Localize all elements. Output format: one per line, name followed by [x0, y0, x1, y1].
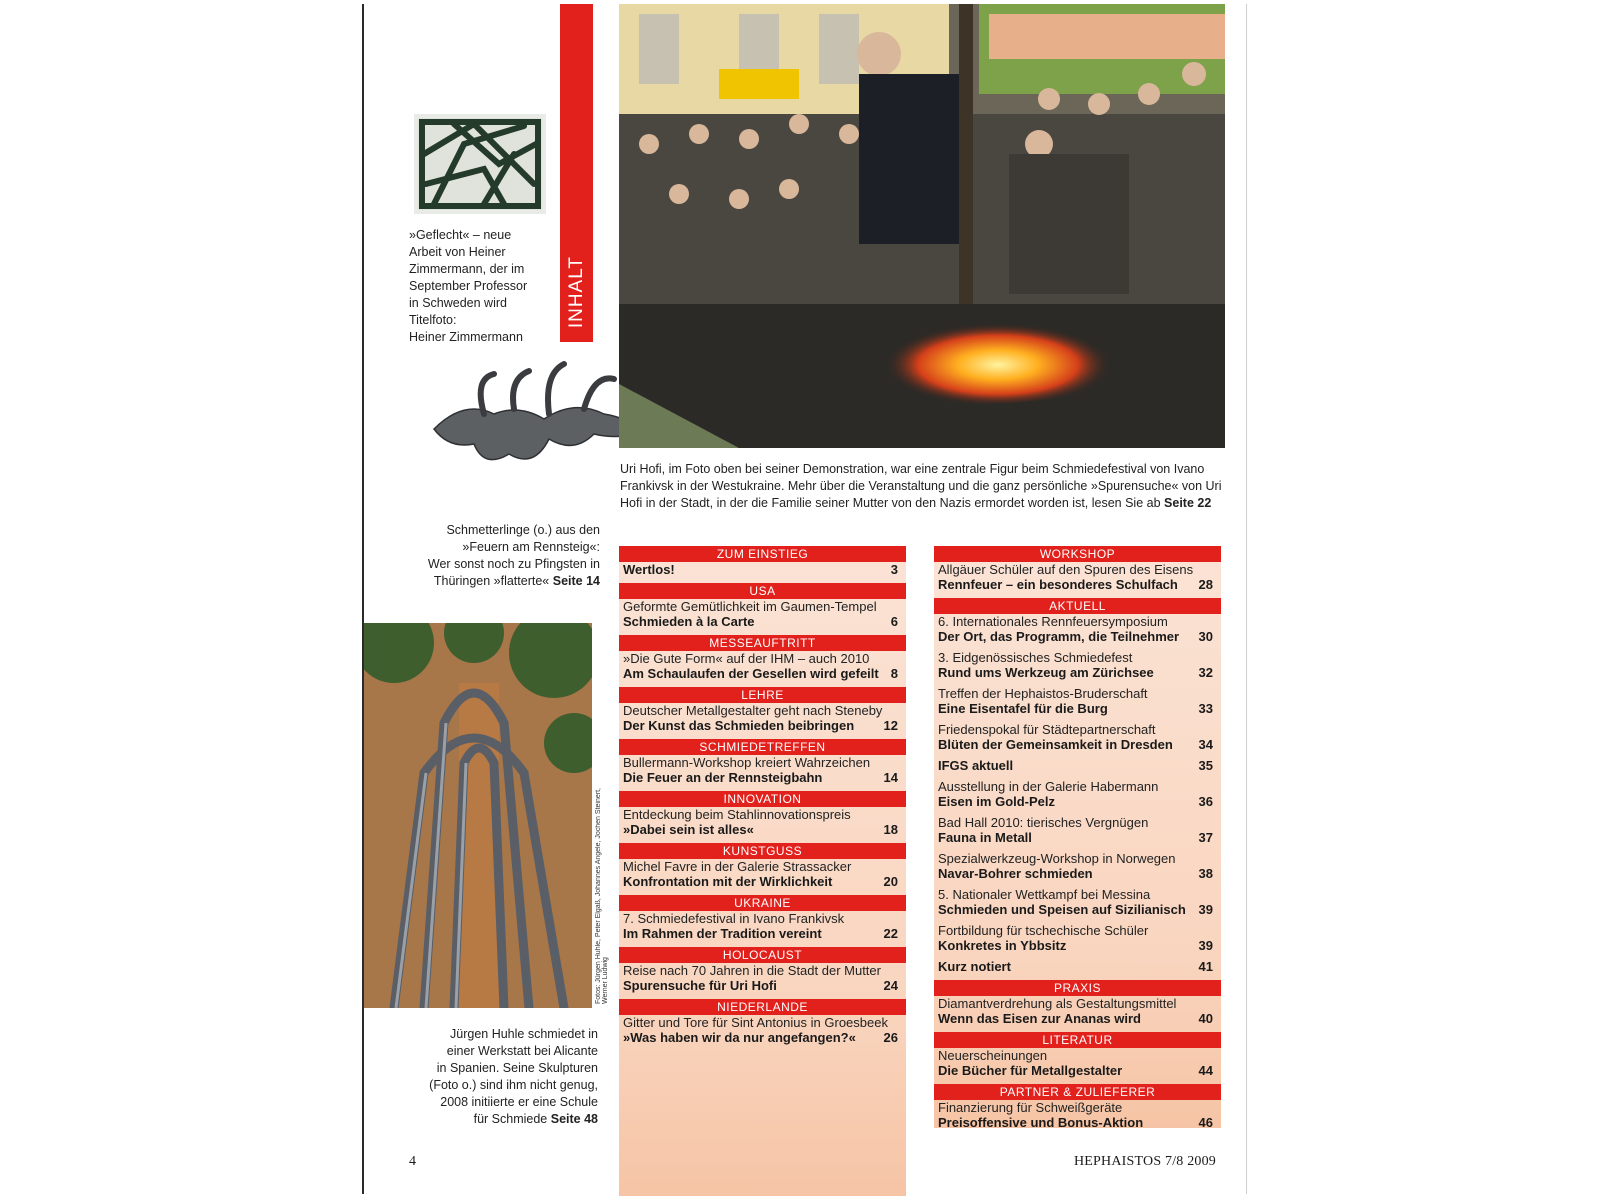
toc-section-heading: USA: [619, 583, 906, 599]
toc-entry-row: [938, 938, 1213, 953]
toc-section-heading: PARTNER & ZULIEFERER: [934, 1084, 1221, 1100]
toc-entry[interactable]: [934, 959, 1221, 974]
caption-line: »Feuern am Rennsteig«:: [462, 540, 600, 554]
toc-section-heading: UKRAINE: [619, 895, 906, 911]
caption-text: Uri Hofi, im Foto oben bei seiner Demonstration, war eine zentrale Figur beim Schmiedefestival von Ivano Frankivsk in der Westukraine. Mehr über die Veranstaltung und die ganz persönliche »Spurensuche« von Uri Hofi in der Stadt, in der die Familie seiner Mutter von den Nazis ermordet worden ist, lesen Sie ab: [620, 462, 1222, 510]
toc-entry-row: [623, 718, 898, 733]
toc-entry-title: Die Bücher für Metallgestalter: [938, 1063, 1123, 1078]
toc-entry-title: Eine Eisentafel für die Burg: [938, 701, 1108, 716]
toc-entry[interactable]: [934, 815, 1221, 845]
toc-section-heading: WORKSHOP: [934, 546, 1221, 562]
toc-entry-page: 41: [1198, 959, 1213, 974]
toc-entry[interactable]: [619, 911, 906, 941]
toc-entry-page: 44: [1198, 1063, 1213, 1078]
toc-entry-page: 14: [883, 770, 898, 785]
toc-section-heading: NIEDERLANDE: [619, 999, 906, 1015]
toc-section-heading: HOLOCAUST: [619, 947, 906, 963]
toc-entry-page: 35: [1198, 758, 1213, 773]
toc-entry-subtitle: Bullermann-Workshop kreiert Wahrzeichen: [623, 755, 871, 770]
toc-entry-page: 8: [890, 666, 898, 681]
toc-entry-page: 39: [1198, 902, 1213, 917]
page-number: 4: [409, 1154, 416, 1169]
toc-entry-subtitle: Fortbildung für tschechische Schüler: [938, 923, 1149, 938]
toc-entry[interactable]: [619, 1015, 906, 1045]
toc-entry[interactable]: [934, 1100, 1221, 1130]
geflecht-caption: [409, 227, 559, 346]
toc-entry-subtitle: Deutscher Metallgestalter geht nach Steneby: [623, 703, 883, 718]
toc-entry-title: Schmieden und Speisen auf Sizilianisch: [938, 902, 1186, 917]
toc-entry-row: [938, 665, 1213, 680]
toc-section-heading: SCHMIEDETREFFEN: [619, 739, 906, 755]
toc-entry-title: Navar-Bohrer schmieden: [938, 866, 1093, 881]
toc-entry-title: IFGS aktuell: [938, 758, 1014, 773]
toc-entry[interactable]: [934, 851, 1221, 881]
toc-entry-subtitle: Neuerscheinungen: [938, 1048, 1048, 1063]
toc-entry-page: 46: [1198, 1115, 1213, 1130]
toc-entry-subtitle: Gitter und Tore für Sint Antonius in Groesbeek: [623, 1015, 888, 1030]
toc-entry-page: 36: [1198, 794, 1213, 809]
toc-entry-title: »Dabei sein ist alles«: [623, 822, 754, 837]
toc-entry[interactable]: [619, 859, 906, 889]
toc-entry-row: [623, 822, 898, 837]
toc-entry-subtitle: Michel Favre in der Galerie Strassacker: [623, 859, 852, 874]
caption-line: [404, 573, 600, 590]
toc-section-heading: ZUM EINSTIEG: [619, 546, 906, 562]
toc-entry-page: 6: [890, 614, 898, 629]
toc-spacer: [619, 1045, 906, 1051]
photo-credit: Fotos: Jürgen Huhle, Peter Elgaß, Johannes Angele, Jochen Steinert, Werner Ludwig: [595, 788, 609, 1004]
main-photo-caption: [620, 461, 1226, 512]
caption-line: Zimmermann, der im: [409, 262, 525, 276]
toc-entry-page: 37: [1198, 830, 1213, 845]
toc-entry-page: 12: [883, 718, 898, 733]
toc-entry[interactable]: [934, 779, 1221, 809]
toc-entry-title: Schmieden à la Carte: [623, 614, 755, 629]
caption-text: für Schmiede: [473, 1112, 548, 1126]
toc-entry-title: Spurensuche für Uri Hofi: [623, 978, 777, 993]
toc-entry[interactable]: [934, 923, 1221, 953]
toc-entry-title: Blüten der Gemeinsamkeit in Dresden: [938, 737, 1173, 752]
toc-entry-page: 34: [1198, 737, 1213, 752]
toc-entry-page: 26: [883, 1030, 898, 1045]
toc-entry-subtitle: Ausstellung in der Galerie Habermann: [938, 779, 1159, 794]
toc-entry[interactable]: [619, 807, 906, 837]
toc-entry[interactable]: [934, 650, 1221, 680]
toc-entry-subtitle: Diamantverdrehung als Gestaltungsmittel: [938, 996, 1177, 1011]
toc-entry-subtitle: Geformte Gemütlichkeit im Gaumen-Tempel: [623, 599, 877, 614]
geflecht-artwork-image: [414, 114, 546, 214]
toc-entry-row: [938, 794, 1213, 809]
toc-entry-row: [623, 926, 898, 941]
toc-section-heading: LITERATUR: [934, 1032, 1221, 1048]
toc-entry-row: [938, 1063, 1213, 1078]
caption-line: Jürgen Huhle schmiedet in: [450, 1027, 598, 1041]
toc-entry-title: Im Rahmen der Tradition vereint: [623, 926, 822, 941]
toc-entry[interactable]: [619, 963, 906, 993]
toc-entry-subtitle: Spezialwerkzeug-Workshop in Norwegen: [938, 851, 1176, 866]
toc-entry[interactable]: [934, 722, 1221, 752]
toc-entry-row: [623, 1030, 898, 1045]
toc-entry[interactable]: [934, 758, 1221, 773]
toc-entry-row: [938, 959, 1213, 974]
toc-column-right: [934, 546, 1221, 1128]
toc-section-heading: LEHRE: [619, 687, 906, 703]
caption-line: einer Werkstatt bei Alicante: [446, 1044, 598, 1058]
caption-line: »Geflecht« – neue: [409, 228, 512, 242]
toc-spacer: [934, 1130, 1221, 1136]
toc-entry-row: [623, 874, 898, 889]
toc-entry-page: 20: [883, 874, 898, 889]
toc-entry-row: [623, 666, 898, 681]
toc-entry-title: Der Ort, das Programm, die Teilnehmer: [938, 629, 1180, 644]
caption-line: Wer sonst noch zu Pfingsten in: [427, 557, 600, 571]
toc-entry-page: 38: [1198, 866, 1213, 881]
toc-entry-title: Fauna in Metall: [938, 830, 1032, 845]
toc-entry-row: [623, 614, 898, 629]
toc-entry-row: [938, 866, 1213, 881]
toc-entry-row: [938, 577, 1213, 592]
toc-entry[interactable]: [619, 703, 906, 733]
caption-text: Thüringen »flatterte«: [433, 574, 550, 588]
magazine-footer: HEPHAISTOS 7/8 2009: [1074, 1154, 1217, 1169]
toc-entry-title: Rennfeuer – ein besonderes Schulfach: [938, 577, 1178, 592]
toc-entry-title: Kurz notiert: [938, 959, 1011, 974]
toc-entry-row: [938, 737, 1213, 752]
tree-sculpture-caption: [404, 1026, 598, 1128]
toc-entry-row: [623, 978, 898, 993]
toc-entry-subtitle: Bad Hall 2010: tierisches Vergnügen: [938, 815, 1149, 830]
toc-entry[interactable]: [934, 887, 1221, 917]
caption-line: Arbeit von Heiner: [409, 245, 506, 259]
caption-line: in Schweden wird: [409, 296, 507, 310]
toc-entry-title: Konkretes in Ybbsitz: [938, 938, 1067, 953]
toc-entry[interactable]: [619, 562, 906, 577]
contents-label: INHALT: [565, 255, 587, 328]
butterfly-sculpture-image: [424, 359, 644, 479]
magazine-page: [362, 4, 1247, 1194]
steel-sculpture-photo: [364, 623, 592, 1008]
forging-demonstration-photo: [619, 4, 1225, 448]
toc-entry-title: Rund ums Werkzeug am Zürichsee: [938, 665, 1154, 680]
toc-entry-row: [938, 629, 1213, 644]
caption-line: September Professor: [409, 279, 528, 293]
page-reference: Seite 14: [552, 574, 600, 588]
contents-label-bar: [560, 4, 593, 342]
butterfly-caption: [404, 522, 600, 590]
toc-entry-title: Der Kunst das Schmieden beibringen: [623, 718, 855, 733]
toc-entry[interactable]: [619, 599, 906, 629]
toc-column-left: [619, 546, 906, 1196]
toc-entry-title: »Was haben wir da nur angefangen?«: [623, 1030, 856, 1045]
toc-entry-page: 30: [1198, 629, 1213, 644]
toc-section-heading: PRAXIS: [934, 980, 1221, 996]
toc-entry-title: Am Schaulaufen der Gesellen wird gefeilt: [623, 666, 879, 681]
toc-entry-title: Eisen im Gold-Pelz: [938, 794, 1056, 809]
toc-entry-subtitle: Friedenspokal für Städtepartnerschaft: [938, 722, 1156, 737]
toc-entry-subtitle: Reise nach 70 Jahren in die Stadt der Mutter: [623, 963, 881, 978]
toc-entry-subtitle: 3. Eidgenössisches Schmiedefest: [938, 650, 1133, 665]
toc-entry-title: Die Feuer an der Rennsteigbahn: [623, 770, 823, 785]
toc-section-heading: INNOVATION: [619, 791, 906, 807]
toc-entry-subtitle: 5. Nationaler Wettkampf bei Messina: [938, 887, 1151, 902]
toc-entry-subtitle: 6. Internationales Rennfeuersymposium: [938, 614, 1168, 629]
toc-entry-subtitle: »Die Gute Form« auf der IHM – auch 2010: [623, 651, 870, 666]
toc-entry[interactable]: [619, 755, 906, 785]
toc-entry-page: 22: [883, 926, 898, 941]
caption-line: (Foto o.) sind ihm nicht genug,: [429, 1078, 598, 1092]
caption-line: Titelfoto:: [409, 313, 457, 327]
toc-entry-title: Wertlos!: [623, 562, 675, 577]
toc-entry-title: Wenn das Eisen zur Ananas wird: [938, 1011, 1141, 1026]
toc-entry-page: 39: [1198, 938, 1213, 953]
toc-entry-subtitle: Entdeckung beim Stahlinnovationspreis: [623, 807, 851, 822]
toc-entry-row: [623, 770, 898, 785]
page-reference: Seite 22: [1164, 496, 1212, 510]
caption-line: 2008 initiierte er eine Schule: [440, 1095, 598, 1109]
toc-entry[interactable]: [619, 651, 906, 681]
toc-entry[interactable]: [934, 614, 1221, 644]
toc-entry-page: 18: [883, 822, 898, 837]
toc-entry-page: 40: [1198, 1011, 1213, 1026]
toc-entry-subtitle: Treffen der Hephaistos-Bruderschaft: [938, 686, 1148, 701]
toc-entry[interactable]: [934, 1048, 1221, 1078]
toc-entry-page: 3: [890, 562, 898, 577]
toc-section-heading: KUNSTGUSS: [619, 843, 906, 859]
toc-entry[interactable]: [934, 686, 1221, 716]
toc-entry-row: [938, 1011, 1213, 1026]
toc-entry-page: 32: [1198, 665, 1213, 680]
toc-section-heading: AKTUELL: [934, 598, 1221, 614]
caption-line: [404, 1111, 598, 1128]
toc-entry-row: [623, 562, 898, 577]
caption-line: Schmetterlinge (o.) aus den: [446, 523, 600, 537]
page-reference: Seite 48: [550, 1112, 598, 1126]
caption-line: Heiner Zimmermann: [409, 330, 523, 344]
toc-entry-page: 33: [1198, 701, 1213, 716]
toc-entry-subtitle: 7. Schmiedefestival in Ivano Frankivsk: [623, 911, 845, 926]
toc-entry[interactable]: [934, 562, 1221, 592]
toc-entry-page: 28: [1198, 577, 1213, 592]
toc-entry-row: [938, 701, 1213, 716]
toc-entry-subtitle: Finanzierung für Schweißgeräte: [938, 1100, 1123, 1115]
toc-entry-row: [938, 830, 1213, 845]
toc-entry-subtitle: Allgäuer Schüler auf den Spuren des Eisens: [938, 562, 1194, 577]
toc-entry-page: 24: [883, 978, 898, 993]
toc-entry-row: [938, 902, 1213, 917]
toc-entry-row: [938, 758, 1213, 773]
toc-section-heading: MESSEAUFTRITT: [619, 635, 906, 651]
toc-entry-title: Preisoffensive und Bonus-Aktion: [938, 1115, 1144, 1130]
toc-entry-title: Konfrontation mit der Wirklichkeit: [623, 874, 833, 889]
toc-entry[interactable]: [934, 996, 1221, 1026]
toc-entry-row: [938, 1115, 1213, 1130]
caption-line: in Spanien. Seine Skulpturen: [436, 1061, 598, 1075]
